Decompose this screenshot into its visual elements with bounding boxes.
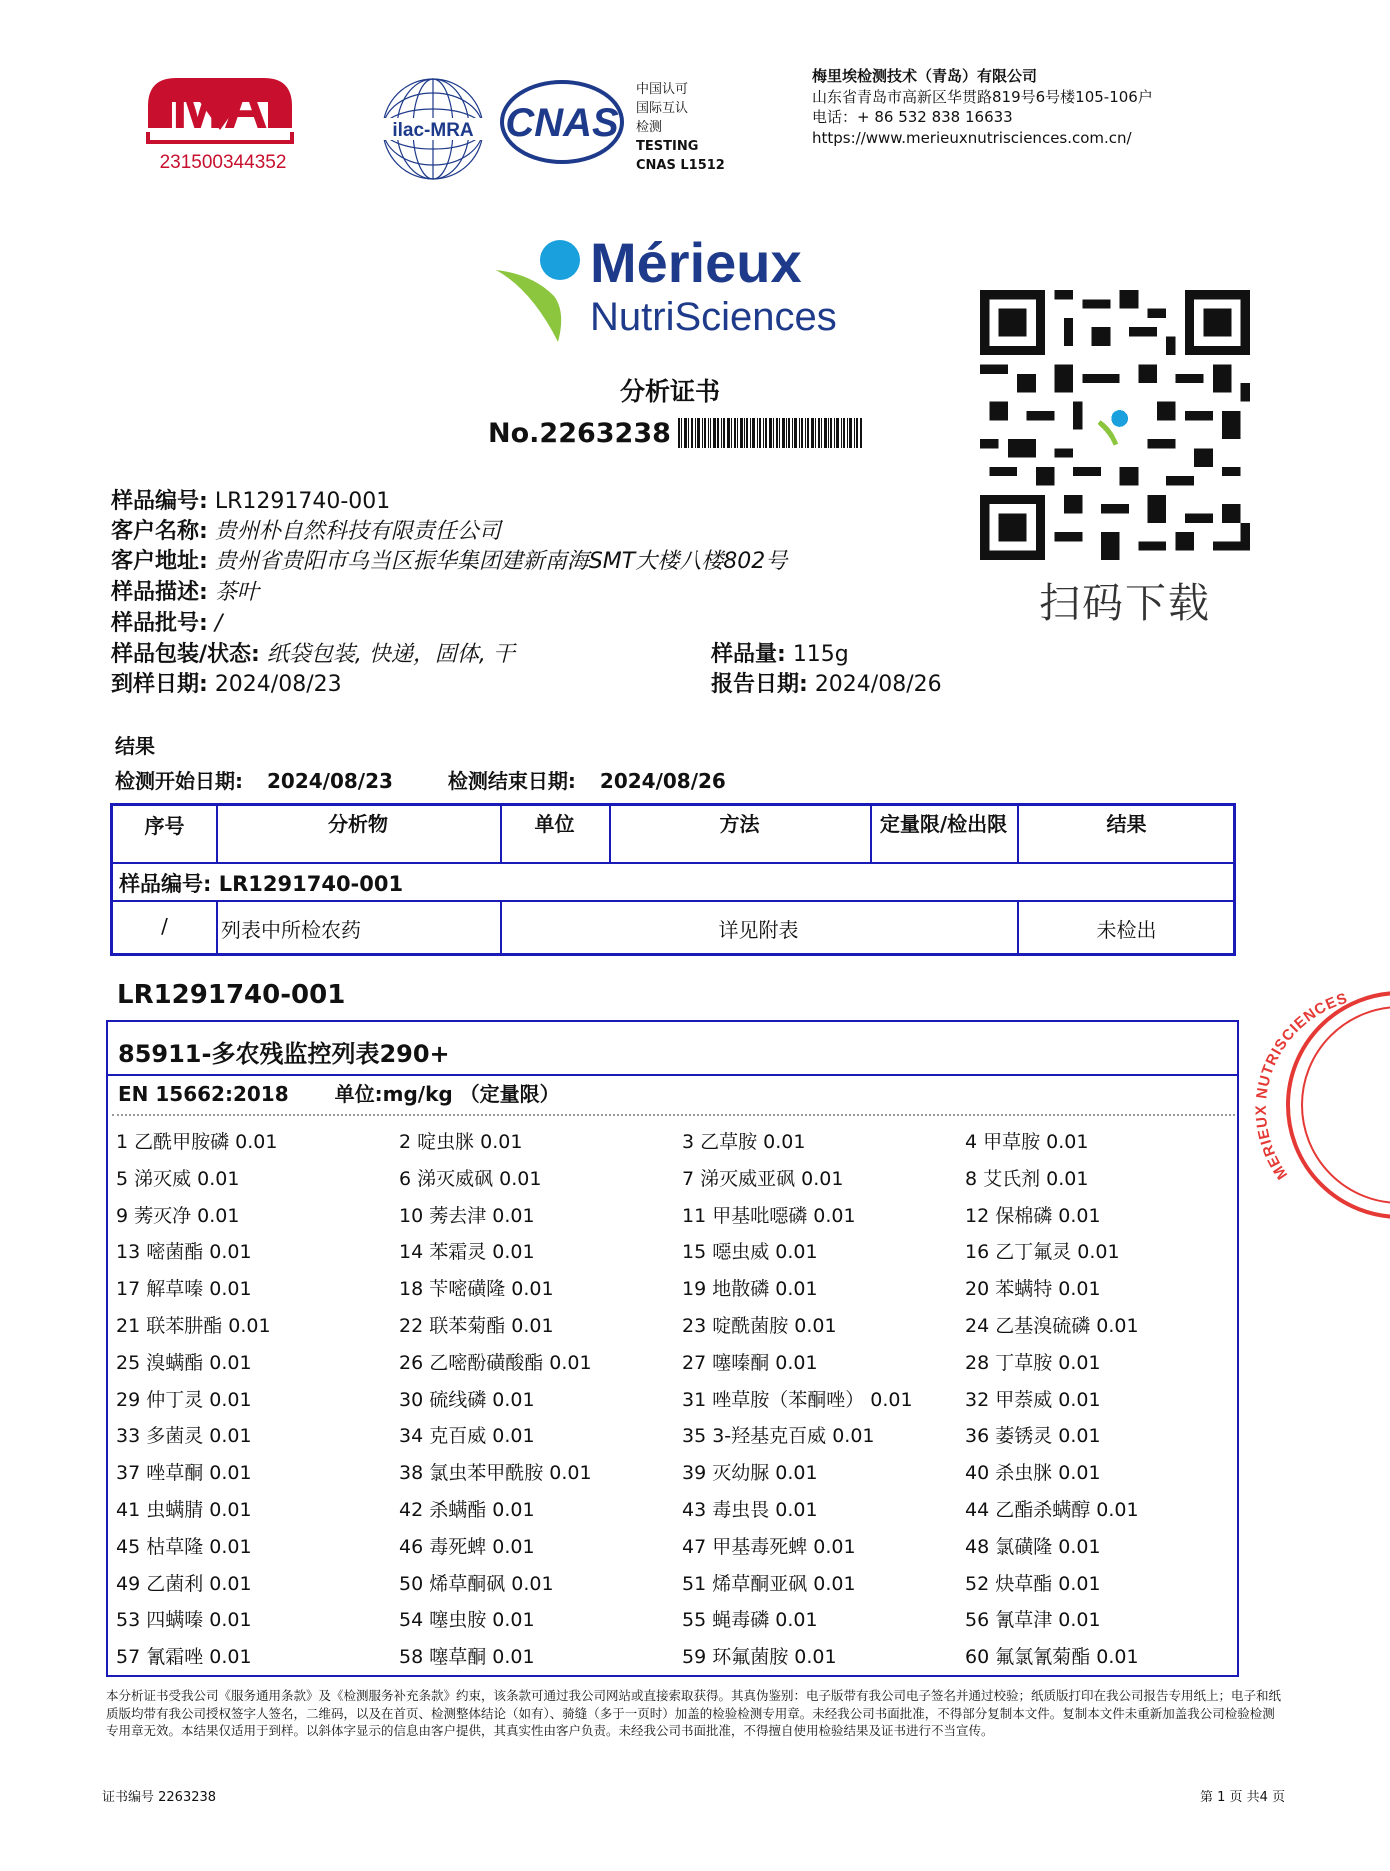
- document-title: 分析证书: [620, 377, 721, 406]
- pesticide-item: 26 乙嘧酚磺酸酯 0.01: [399, 1351, 592, 1374]
- pesticide-item: 47 甲基毒死蜱 0.01: [682, 1535, 856, 1558]
- barcode: [678, 418, 862, 448]
- pesticide-item: 30 硫线磷 0.01: [399, 1388, 535, 1411]
- col-result: 结果: [1106, 812, 1147, 836]
- pesticide-item: 57 氰霜唑 0.01: [116, 1646, 252, 1669]
- official-stamp: [1250, 975, 1390, 1225]
- pesticide-item: 51 烯草酮亚砜 0.01: [682, 1572, 856, 1595]
- pesticide-item: 43 毒虫畏 0.01: [682, 1498, 818, 1521]
- pesticide-item: 49 乙菌利 0.01: [116, 1572, 252, 1595]
- pesticide-item: 9 莠灭净 0.01: [116, 1204, 240, 1227]
- merieux-logo: [492, 230, 837, 350]
- pesticide-item: 35 3-羟基克百威 0.01: [682, 1425, 875, 1448]
- pesticide-item: 6 涕灭威砜 0.01: [399, 1167, 542, 1190]
- svg-text:ilac-MRA: ilac-MRA: [392, 120, 474, 141]
- row-method: 详见附表: [718, 918, 799, 942]
- pesticide-item: 1 乙酰甲胺磷 0.01: [116, 1131, 278, 1153]
- pesticide-item: 41 虫螨腈 0.01: [116, 1498, 252, 1521]
- pesticide-item: 52 炔草酯 0.01: [965, 1572, 1101, 1595]
- pesticide-item: 37 唑草酮 0.01: [116, 1462, 252, 1485]
- pesticide-item: 18 苄嘧磺隆 0.01: [399, 1278, 554, 1301]
- lab-phone: 电话：+ 86 532 838 16633: [812, 108, 1013, 126]
- lab-name: 梅里埃检测技术（青岛）有限公司: [812, 67, 1038, 85]
- col-unit: 单位: [534, 812, 575, 836]
- brand-line2: NutriSciences: [590, 295, 837, 339]
- sample-row: 样品编号: LR1291740-001: [119, 872, 404, 896]
- info-batch: 样品批号: /: [111, 611, 223, 636]
- row-analyte: 列表中所检农药: [221, 918, 361, 942]
- info-packaging: 样品包装/状态: 纸袋包装, 快递，固体, 干: [111, 642, 515, 667]
- lab-info: [812, 66, 1153, 148]
- pesticide-item: 14 苯霜灵 0.01: [399, 1241, 535, 1264]
- pesticide-list: [106, 1020, 1239, 1677]
- results-table: [110, 803, 1236, 956]
- pesticide-item: 10 莠去津 0.01: [399, 1204, 535, 1227]
- document-number: No.2263238: [488, 418, 671, 449]
- svg-text:MA: MA: [171, 73, 269, 142]
- footnote: 本分析证书受我公司《服务通用条款》及《检测服务补充条款》约束，该条款可通过我公司网站或直接索取获得。其真伪鉴别：电子版带有我公司电子签名并通过校验；纸质版打印在我公司报告专用纸上；电子和纸质版均带有我公司授权签字人签名，二维码，以及在首页、检测整体结论（如有）、骑缝（多于一页时）加盖的检验检测专用章。未经我公司书面批准，不得部分复制本文件。复制本文件未重新加盖我公司检验检测专用章无效。本结果仅适用于到样。以斜体字显示的信息由客户提供，其真实性由客户负责。未经我公司书面批准，不得擅自使用检验结果及证书进行不当宣传。: [106, 1688, 1282, 1738]
- pesticide-item: 13 嘧菌酯 0.01: [116, 1241, 252, 1264]
- pesticide-item: 46 毒死蜱 0.01: [399, 1535, 535, 1558]
- col-analyte: 分析物: [328, 812, 388, 836]
- pesticide-item: 29 仲丁灵 0.01: [116, 1388, 252, 1411]
- pesticide-item: 28 丁草胺 0.01: [965, 1351, 1101, 1374]
- pesticide-item: 44 乙酯杀螨醇 0.01: [965, 1498, 1139, 1521]
- pesticide-item: 56 氰草津 0.01: [965, 1609, 1101, 1632]
- pesticide-item: 32 甲萘威 0.01: [965, 1388, 1101, 1411]
- pesticide-item: 55 蝇毒磷 0.01: [682, 1609, 818, 1632]
- pesticide-item: 31 唑草胺（苯酮唑） 0.01: [682, 1388, 913, 1411]
- pesticide-item: 59 环氟菌胺 0.01: [682, 1646, 837, 1669]
- cma-number: 231500344352: [159, 152, 287, 173]
- lab-address: 山东省青岛市高新区华贯路819号6号楼105-106户: [812, 87, 1153, 106]
- cnas-logo: [500, 80, 625, 165]
- svg-text:CNAS: CNAS: [505, 101, 619, 145]
- lab-url[interactable]: https://www.merieuxnutrisciences.com.cn/: [812, 128, 1132, 147]
- pesticide-item: 4 甲草胺 0.01: [965, 1131, 1089, 1153]
- col-seq: 序号: [144, 814, 185, 838]
- info-description: 样品描述: 茶叶: [111, 580, 259, 605]
- row-result: 未检出: [1096, 918, 1157, 942]
- pesticide-grid: [116, 1124, 1236, 1676]
- cert-number: 证书编号 2263238: [102, 1790, 217, 1805]
- pesticide-item: 33 多菌灵 0.01: [116, 1425, 252, 1448]
- pesticide-item: 48 氯磺隆 0.01: [965, 1535, 1101, 1558]
- info-report-date: 报告日期: 2024/08/26: [711, 672, 942, 697]
- info-arrival: 到样日期: 2024/08/23: [111, 672, 342, 697]
- list-title: 85911-多农残监控列表290+: [118, 1040, 450, 1068]
- pesticide-item: 7 涕灭威亚砜 0.01: [682, 1167, 844, 1190]
- pesticide-item: 60 氟氯氰菊酯 0.01: [965, 1646, 1139, 1669]
- pesticide-item: 2 啶虫脒 0.01: [399, 1131, 523, 1153]
- pesticide-item: 20 苯螨特 0.01: [965, 1278, 1101, 1301]
- pesticide-item: 21 联苯肼酯 0.01: [116, 1314, 271, 1337]
- pesticide-item: 27 噻嗪酮 0.01: [682, 1351, 818, 1374]
- pesticide-item: 36 萎锈灵 0.01: [965, 1425, 1101, 1448]
- pesticide-item: 16 乙丁氟灵 0.01: [965, 1241, 1120, 1264]
- pesticide-item: 50 烯草酮砜 0.01: [399, 1572, 554, 1595]
- pesticide-item: 22 联苯菊酯 0.01: [399, 1314, 554, 1337]
- pesticide-item: 58 噻草酮 0.01: [399, 1646, 535, 1669]
- qr-code[interactable]: [980, 290, 1250, 560]
- pesticide-item: 5 涕灭威 0.01: [116, 1167, 240, 1190]
- test-dates: 检测开始日期: 2024/08/23 检测结束日期: 2024/08/26: [115, 769, 726, 793]
- pesticide-item: 3 乙草胺 0.01: [682, 1131, 806, 1153]
- pesticide-item: 34 克百威 0.01: [399, 1425, 535, 1448]
- cnas-text: 中国认可 国际互认 检测 TESTING CNAS L1512: [636, 82, 725, 173]
- pesticide-item: 8 艾氏剂 0.01: [965, 1167, 1089, 1190]
- pesticide-item: 12 保棉磷 0.01: [965, 1204, 1101, 1227]
- pesticide-item: 54 噻虫胺 0.01: [399, 1609, 535, 1632]
- info-client-address: 客户地址: 贵州省贵阳市乌当区振华集团建新南海SMT大楼八楼802号: [111, 549, 788, 574]
- pesticide-item: 53 四螨嗪 0.01: [116, 1609, 252, 1632]
- qr-label: 扫码下载: [1039, 579, 1211, 627]
- pesticide-item: 19 地散磷 0.01: [682, 1278, 818, 1301]
- sample-heading: LR1291740-001: [117, 980, 346, 1010]
- info-quantity: 样品量: 115g: [711, 642, 849, 667]
- pesticide-item: 23 啶酰菌胺 0.01: [682, 1314, 837, 1337]
- pesticide-item: 11 甲基吡噁磷 0.01: [682, 1204, 856, 1227]
- info-client-name: 客户名称: 贵州朴自然科技有限责任公司: [111, 519, 501, 544]
- svg-text:MERIEUX NUTRISCIENCES: MERIEUX NUTRISCIENCES: [1252, 989, 1350, 1183]
- col-method: 方法: [719, 812, 760, 836]
- page-number: 第 1 页 共4 页: [1200, 1790, 1286, 1805]
- ilac-mra-logo: [378, 74, 488, 184]
- col-loq: 定量限/检出限: [879, 812, 1008, 836]
- pesticide-item: 42 杀螨酯 0.01: [399, 1498, 535, 1521]
- pesticide-item: 17 解草嗪 0.01: [116, 1278, 252, 1301]
- pesticide-item: 45 枯草隆 0.01: [116, 1535, 252, 1558]
- results-title: 结果: [115, 734, 155, 758]
- pesticide-item: 25 溴螨酯 0.01: [116, 1351, 252, 1374]
- row-seq: /: [161, 914, 168, 938]
- pesticide-item: 38 氯虫苯甲酰胺 0.01: [399, 1462, 592, 1485]
- pesticide-item: 39 灭幼脲 0.01: [682, 1462, 818, 1485]
- pesticide-item: 40 杀虫脒 0.01: [965, 1462, 1101, 1485]
- list-method: EN 15662:2018 单位:mg/kg （定量限）: [118, 1082, 560, 1106]
- pesticide-item: 24 乙基溴硫磷 0.01: [965, 1314, 1139, 1337]
- pesticide-item: 15 噁虫威 0.01: [682, 1241, 818, 1264]
- brand-line1: Mérieux: [590, 231, 802, 294]
- info-sample-no: 样品编号: LR1291740-001: [111, 489, 391, 514]
